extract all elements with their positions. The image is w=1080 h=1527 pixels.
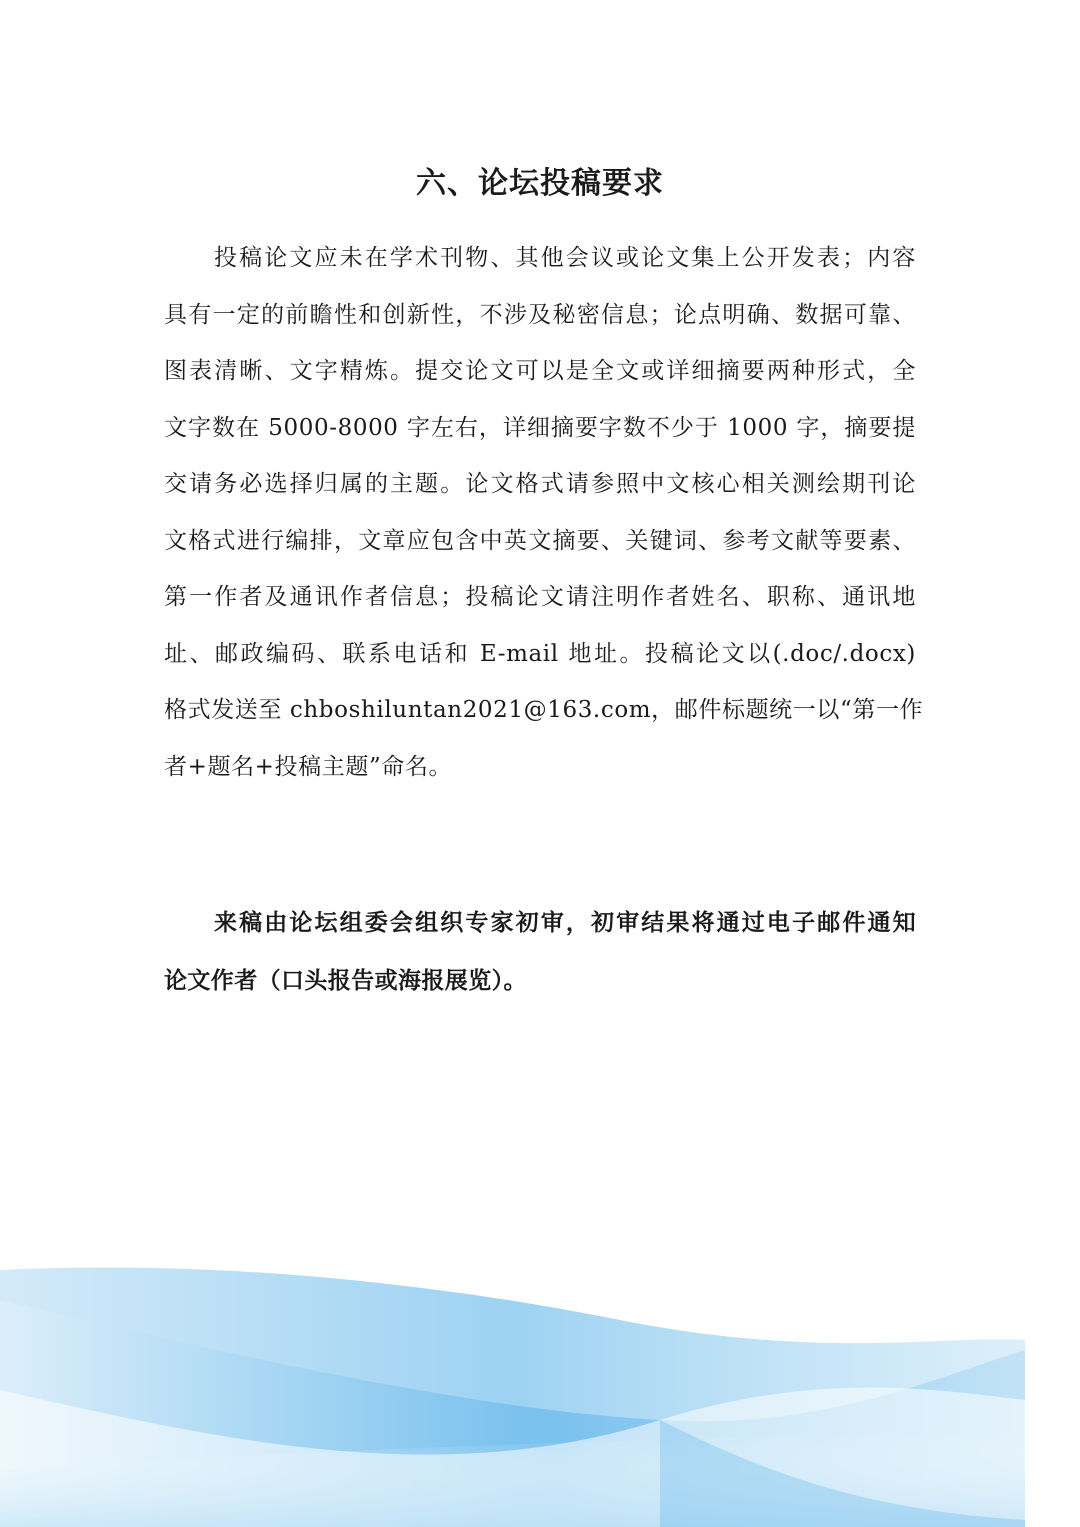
paragraph-line: 址、邮政编码、联系电话和 E-mail 地址。投稿论文以(.doc/.docx): [164, 640, 916, 667]
submission-requirements-paragraph: [164, 230, 924, 795]
notice-line: 论文作者（口头报告或海报展览）。: [164, 968, 527, 994]
paragraph-line: 文字数在 5000-8000 字左右，详细摘要字数不少于 1000 字，摘要提: [164, 414, 916, 441]
paragraph-line: 图表清晰、文字精炼。提交论文可以是全文或详细摘要两种形式，全: [164, 358, 916, 384]
paragraph-line: 文格式进行编排，文章应包含中英文摘要、关键词、参考文献等要素、: [164, 527, 916, 554]
page-title: 六、论坛投稿要求: [416, 166, 664, 202]
paragraph-line: 交请务必选择归属的主题。论文格式请参照中文核心相关测绘期刊论: [164, 471, 916, 497]
paragraph-line: 格式发送至 chboshiluntan2021@163.com，邮件标题统一以“第一作: [164, 697, 924, 723]
review-notice-paragraph: [164, 894, 916, 1010]
paragraph-line: 第一作者及通讯作者信息；投稿论文请注明作者姓名、职称、通讯地: [164, 584, 916, 610]
notice-line: 来稿由论坛组委会组织专家初审，初审结果将通过电子邮件通知: [214, 910, 916, 936]
paragraph-line: 具有一定的前瞻性和创新性，不涉及秘密信息；论点明确、数据可靠、: [164, 301, 916, 328]
paragraph-line: 投稿论文应未在学术刊物、其他会议或论文集上公开发表；内容: [214, 245, 916, 271]
blue-wave-decoration: [0, 1240, 1080, 1527]
paragraph-line: 者+题名+投稿主题”命名。: [164, 753, 453, 780]
